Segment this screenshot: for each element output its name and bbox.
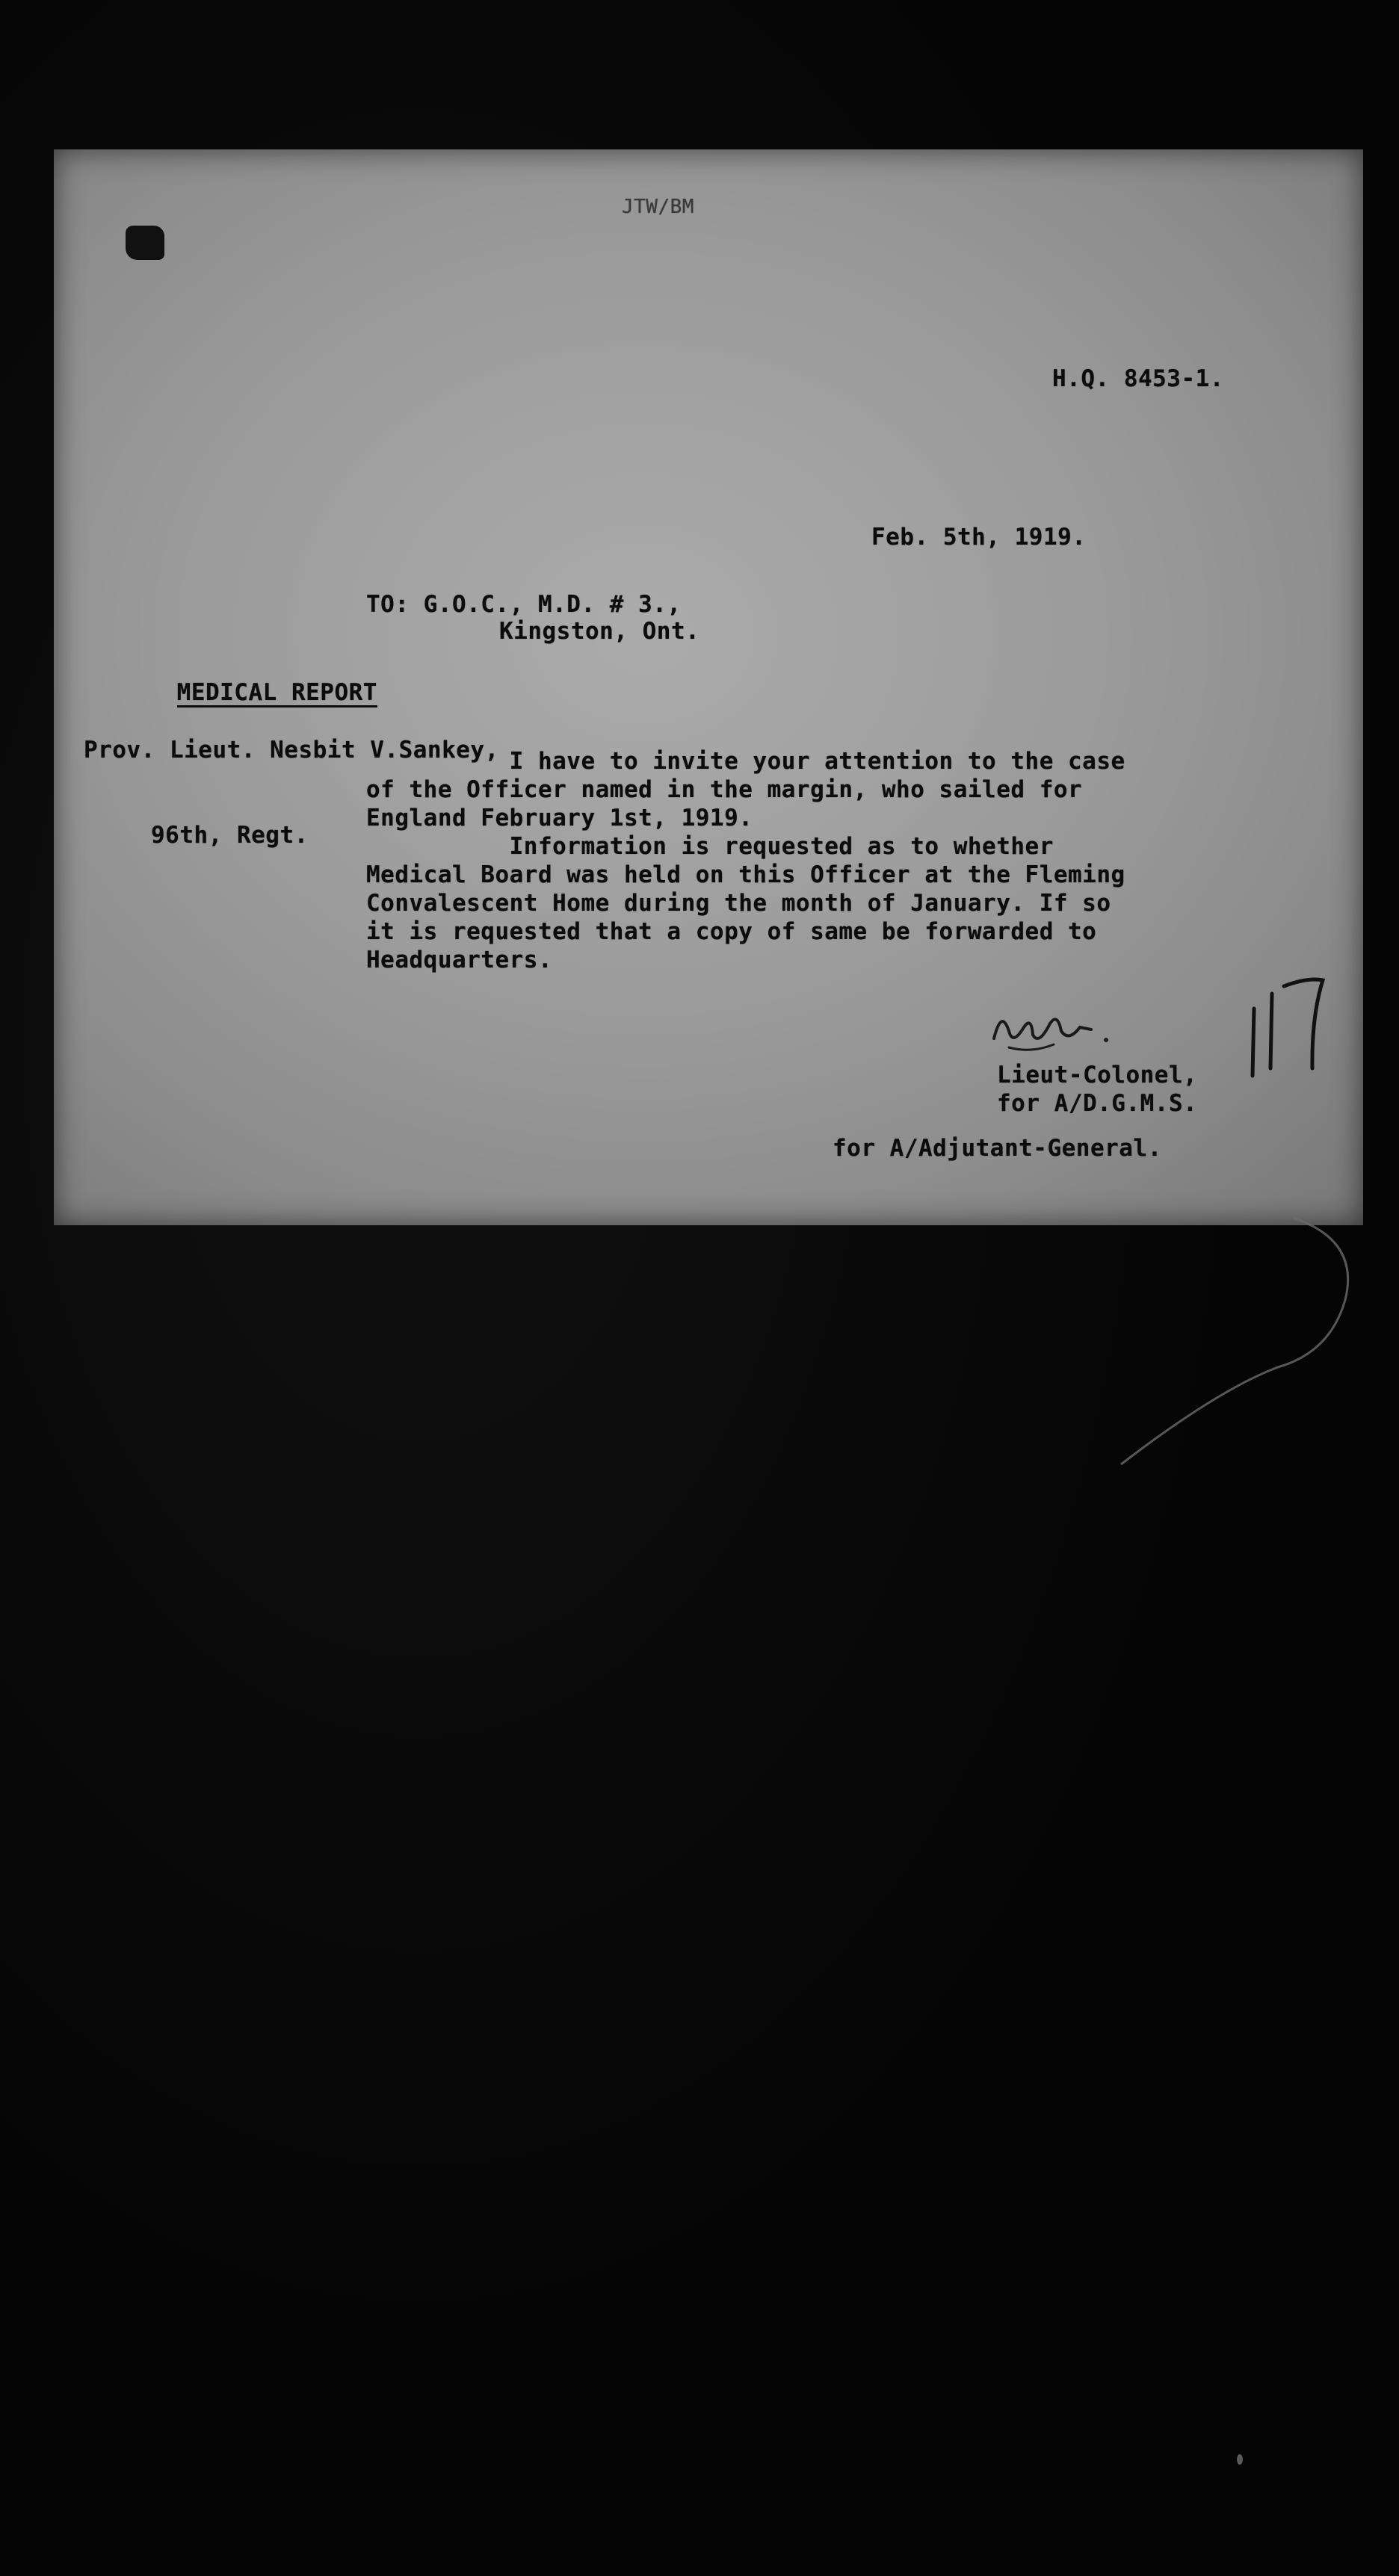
recipient-line: TO: G.O.C., M.D. # 3., xyxy=(366,591,682,618)
letter-body: I have to invite your attention to the case of the Officer named in the margin, who sailed for England February 1st, 1919. Information is requested as to whether Medical Board was held on this Officer at the Fleming Convalescent Home during the month of January. If so it is requested that a copy of same be forwarded to Headquarters. xyxy=(366,748,1125,973)
handwritten-folio-number xyxy=(1241,964,1330,1083)
reference-initials: JTW/BM xyxy=(622,196,694,218)
file-number: H.Q. 8453-1. xyxy=(1052,365,1224,392)
paper-curl-shadow xyxy=(1106,1210,1375,1479)
margin-regiment: 96th, Regt. xyxy=(151,822,309,849)
handwritten-signature xyxy=(986,1001,1128,1061)
signature-title: Lieut-Colonel, for A/D.G.M.S. xyxy=(997,1062,1198,1117)
margin-officer-name: Prov. Lieut. Nesbit V.Sankey, xyxy=(84,737,499,764)
punch-hole-mark xyxy=(126,226,164,260)
letter-date: Feb. 5th, 1919. xyxy=(871,524,1087,551)
film-speck xyxy=(1237,2454,1243,2465)
margin-title: MEDICAL REPORT xyxy=(176,679,377,706)
recipient-place: Kingston, Ont. xyxy=(499,618,700,645)
signature-authority: for A/Adjutant-General. xyxy=(833,1135,1162,1162)
